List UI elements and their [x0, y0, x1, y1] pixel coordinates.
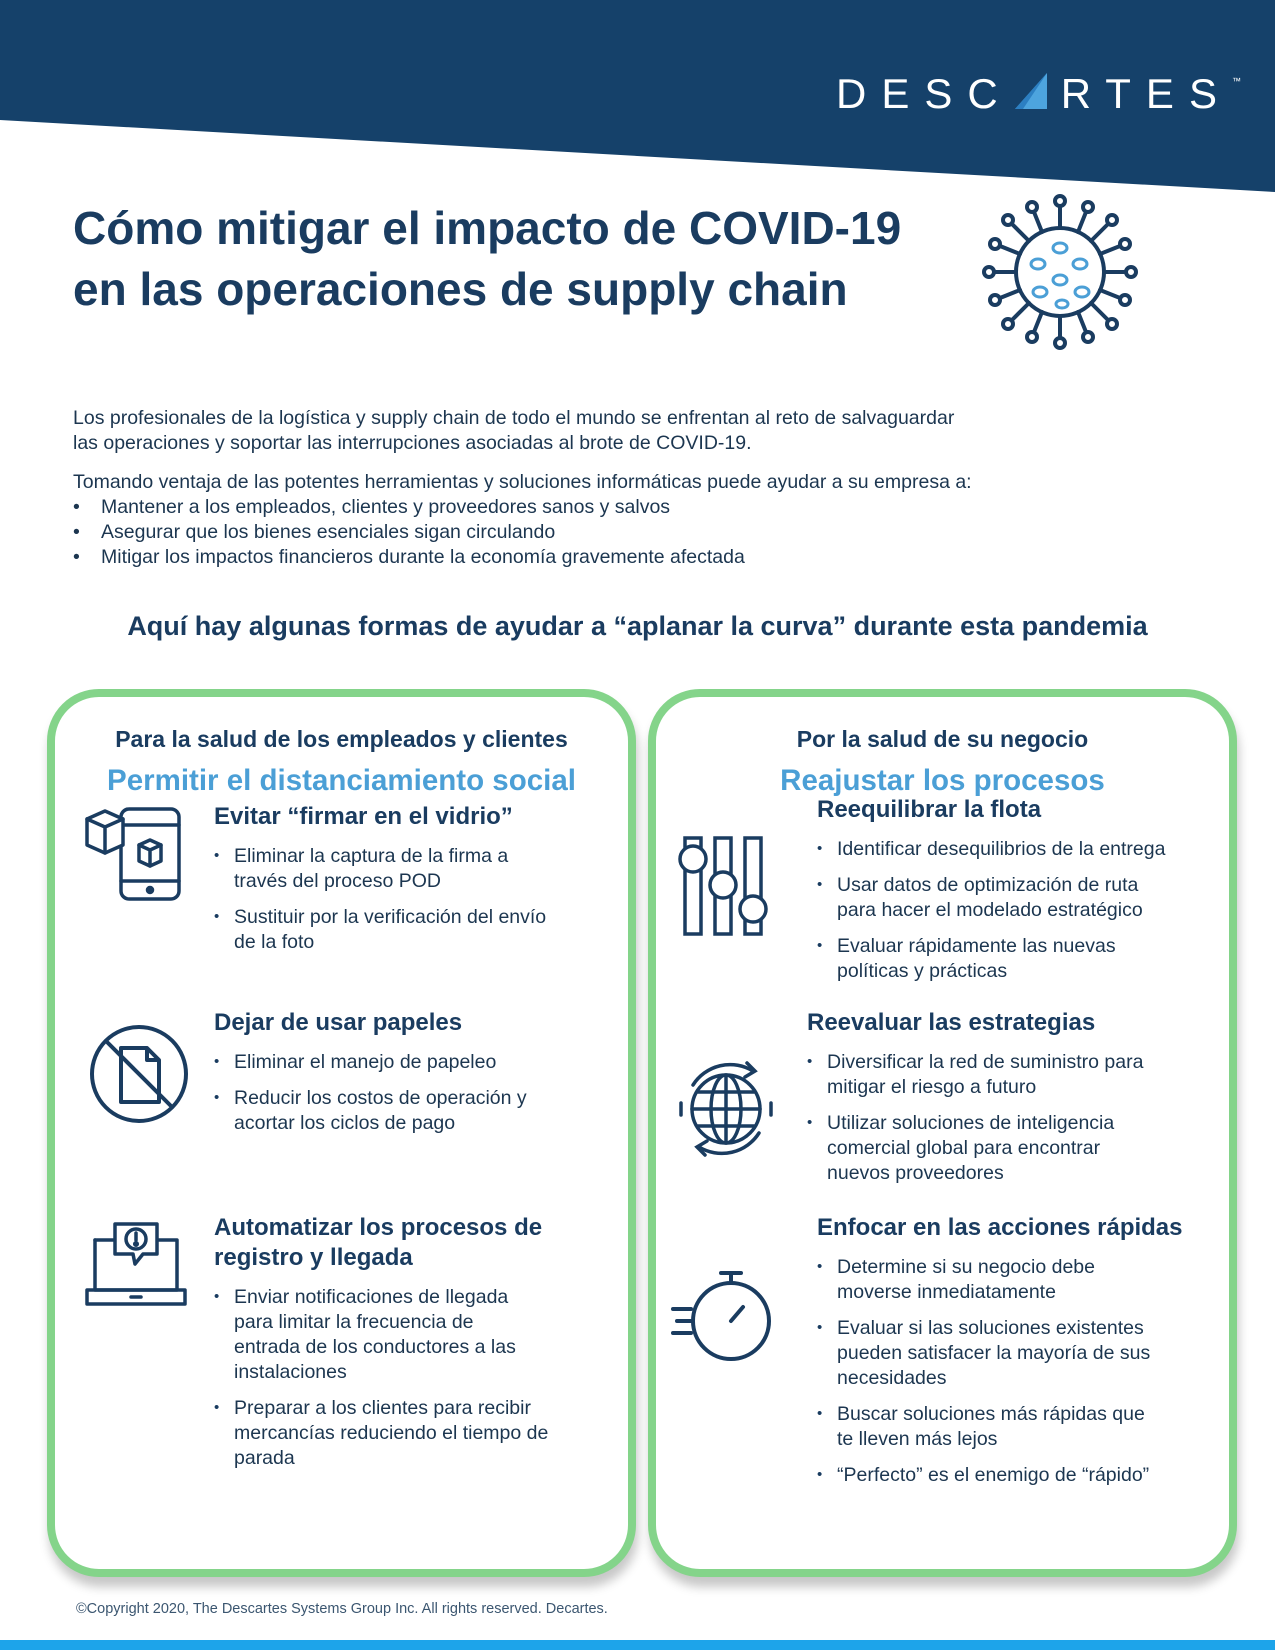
logo-text-start: DESC [836, 70, 1013, 117]
bullet-line: Utilizar soluciones de inteligencia [827, 1112, 1115, 1134]
card-heading: Por la salud de su negocio [796, 726, 1089, 752]
bullet-line: Preparar a los clientes para recibir [234, 1397, 531, 1419]
bullet-line: Usar datos de optimización de ruta [837, 874, 1139, 896]
bullet-line: para hacer el modelado estratégico [837, 899, 1143, 921]
bullet-line: mitigar el riesgo a futuro [827, 1076, 1037, 1098]
bullet-line: Determine si su negocio debe [837, 1256, 1095, 1278]
bullet-line: para limitar la frecuencia de [234, 1311, 474, 1333]
bullet-line: Sustituir por la verificación del envío [234, 906, 547, 928]
bullet-line: comercial global para encontrar [827, 1137, 1101, 1159]
title-line-2: en las operaciones de supply chain [73, 263, 848, 315]
bullet-line: Enviar notificaciones de llegada [234, 1286, 509, 1308]
feature-item [817, 1213, 1217, 1499]
feature-bullet [214, 844, 614, 894]
intro-bullet: • Asegurar que los bienes esenciales sigan circulando [73, 520, 1073, 545]
feature-item [214, 802, 614, 966]
intro-paragraph-1 [73, 406, 1073, 456]
feature-bullets [214, 1050, 614, 1136]
bullet-line: moverse inmediatamente [837, 1281, 1056, 1303]
laptop-alert-icon [85, 1220, 187, 1316]
feature-bullet [807, 1050, 1207, 1100]
feature-bullets [214, 844, 614, 955]
section-subheading: Aquí hay algunas formas de ayudar a “aplanar la curva” durante esta pandemia [127, 611, 1148, 641]
feature-bullets [214, 1285, 614, 1471]
stopwatch-icon [671, 1267, 777, 1367]
card-subheading: Reajustar los procesos [780, 764, 1105, 797]
bullet-line: “Perfecto” es el enemigo de “rápido” [837, 1464, 1150, 1486]
feature-bullets [817, 1255, 1217, 1488]
bullet-line: te lleven más lejos [837, 1428, 998, 1450]
title-line: registro y llegada [214, 1244, 413, 1271]
copyright-footer: ©Copyright 2020, The Descartes Systems Group Inc. All rights reserved. Decartes. [76, 1601, 608, 1617]
intro-text [73, 406, 1073, 570]
bullet-line: acortar los ciclos de pago [234, 1112, 456, 1134]
feature-title [214, 1213, 614, 1273]
intro-bullet: • Mitigar los impactos financieros durante la economía gravemente afectada [73, 545, 1073, 570]
intro-paragraph-2: Tomando ventaja de las potentes herramientas y soluciones informáticas puede ayudar a su empresa a: [73, 471, 972, 493]
card-subheading: Permitir el distanciamiento social [107, 764, 576, 797]
feature-bullet [817, 1316, 1217, 1391]
globe-refresh-icon [673, 1057, 779, 1161]
bullet-line: pueden satisfacer la mayoría de sus [837, 1342, 1151, 1364]
feature-bullet [817, 837, 1207, 862]
bullet-line: Eliminar el manejo de papeleo [234, 1051, 497, 1073]
logo-text-end: RTES [1060, 70, 1232, 117]
page-title [73, 198, 973, 320]
intro-paragraph-1-line-1: Los profesionales de la logística y supply chain de todo el mundo se enfrentan al reto de salvaguardar [73, 407, 955, 429]
sliders-icon [673, 835, 773, 937]
virus-icon [978, 190, 1143, 355]
feature-bullet [817, 934, 1207, 984]
intro-bullet-list [73, 495, 1073, 570]
feature-bullet [817, 873, 1207, 923]
feature-bullet [214, 1285, 614, 1385]
bullet-line: Eliminar la captura de la firma a [234, 845, 509, 867]
bullet-line: Evaluar si las soluciones existentes [837, 1317, 1144, 1339]
bullet-line: Reducir los costos de operación y [234, 1087, 527, 1109]
bullet-line: Identificar desequilibrios de la entrega [837, 838, 1166, 860]
intro-paragraph-1-line-2: las operaciones y soportar las interrupciones asociadas al brote de COVID-19. [73, 432, 752, 454]
bullet-line: políticas y prácticas [837, 960, 1008, 982]
feature-bullet [214, 1396, 614, 1471]
bullet-line: Buscar soluciones más rápidas que [837, 1403, 1145, 1425]
bullet-line: nuevos proveedores [827, 1162, 1004, 1184]
feature-bullet [214, 905, 614, 955]
feature-item [214, 1213, 614, 1482]
feature-bullets [807, 1050, 1207, 1186]
bullet-line: parada [234, 1447, 295, 1469]
feature-bullet [214, 1050, 614, 1075]
bullet-line: necesidades [837, 1367, 947, 1389]
no-paper-icon [87, 1022, 191, 1126]
bullet-line: mercancías reduciendo el tiempo de [234, 1422, 549, 1444]
bullet-line: instalaciones [234, 1361, 347, 1383]
feature-title: Evitar “firmar en el vidrio” [214, 803, 513, 830]
feature-item [214, 1008, 614, 1147]
feature-bullet [817, 1402, 1217, 1452]
feature-bullets [817, 837, 1207, 984]
feature-bullet [807, 1111, 1207, 1186]
bullet-line: Diversificar la red de suministro para [827, 1051, 1144, 1073]
feature-title: Reequilibrar la flota [817, 796, 1042, 823]
title-line: Automatizar los procesos de [214, 1214, 543, 1241]
card-heading: Para la salud de los empleados y clientes [115, 726, 568, 752]
phone-package-icon [83, 805, 185, 903]
intro-bullet: • Mantener a los empleados, clientes y proveedores sanos y salvos [73, 495, 1073, 520]
feature-bullet [214, 1086, 614, 1136]
feature-bullet [817, 1255, 1217, 1305]
feature-title: Enfocar en las acciones rápidas [817, 1214, 1183, 1241]
logo-sail-icon [1013, 73, 1047, 109]
feature-item [807, 1008, 1207, 1197]
bullet-line: través del proceso POD [234, 870, 442, 892]
descartes-logo[interactable] [836, 70, 1241, 118]
title-line-1: Cómo mitigar el impacto de COVID-19 [73, 202, 902, 254]
bullet-line: entrada de los conductores a las [234, 1336, 516, 1358]
feature-title: Reevaluar las estrategias [807, 1009, 1096, 1036]
bullet-line: Evaluar rápidamente las nuevas [837, 935, 1116, 957]
business-health-card [648, 689, 1237, 1577]
feature-item [817, 795, 1207, 995]
employee-health-card [47, 689, 636, 1577]
bullet-line: de la foto [234, 931, 315, 953]
trademark-mark: ™ [1231, 76, 1241, 86]
feature-title: Dejar de usar papeles [214, 1009, 463, 1036]
feature-bullet [817, 1463, 1217, 1488]
bottom-accent-bar [0, 1640, 1275, 1650]
